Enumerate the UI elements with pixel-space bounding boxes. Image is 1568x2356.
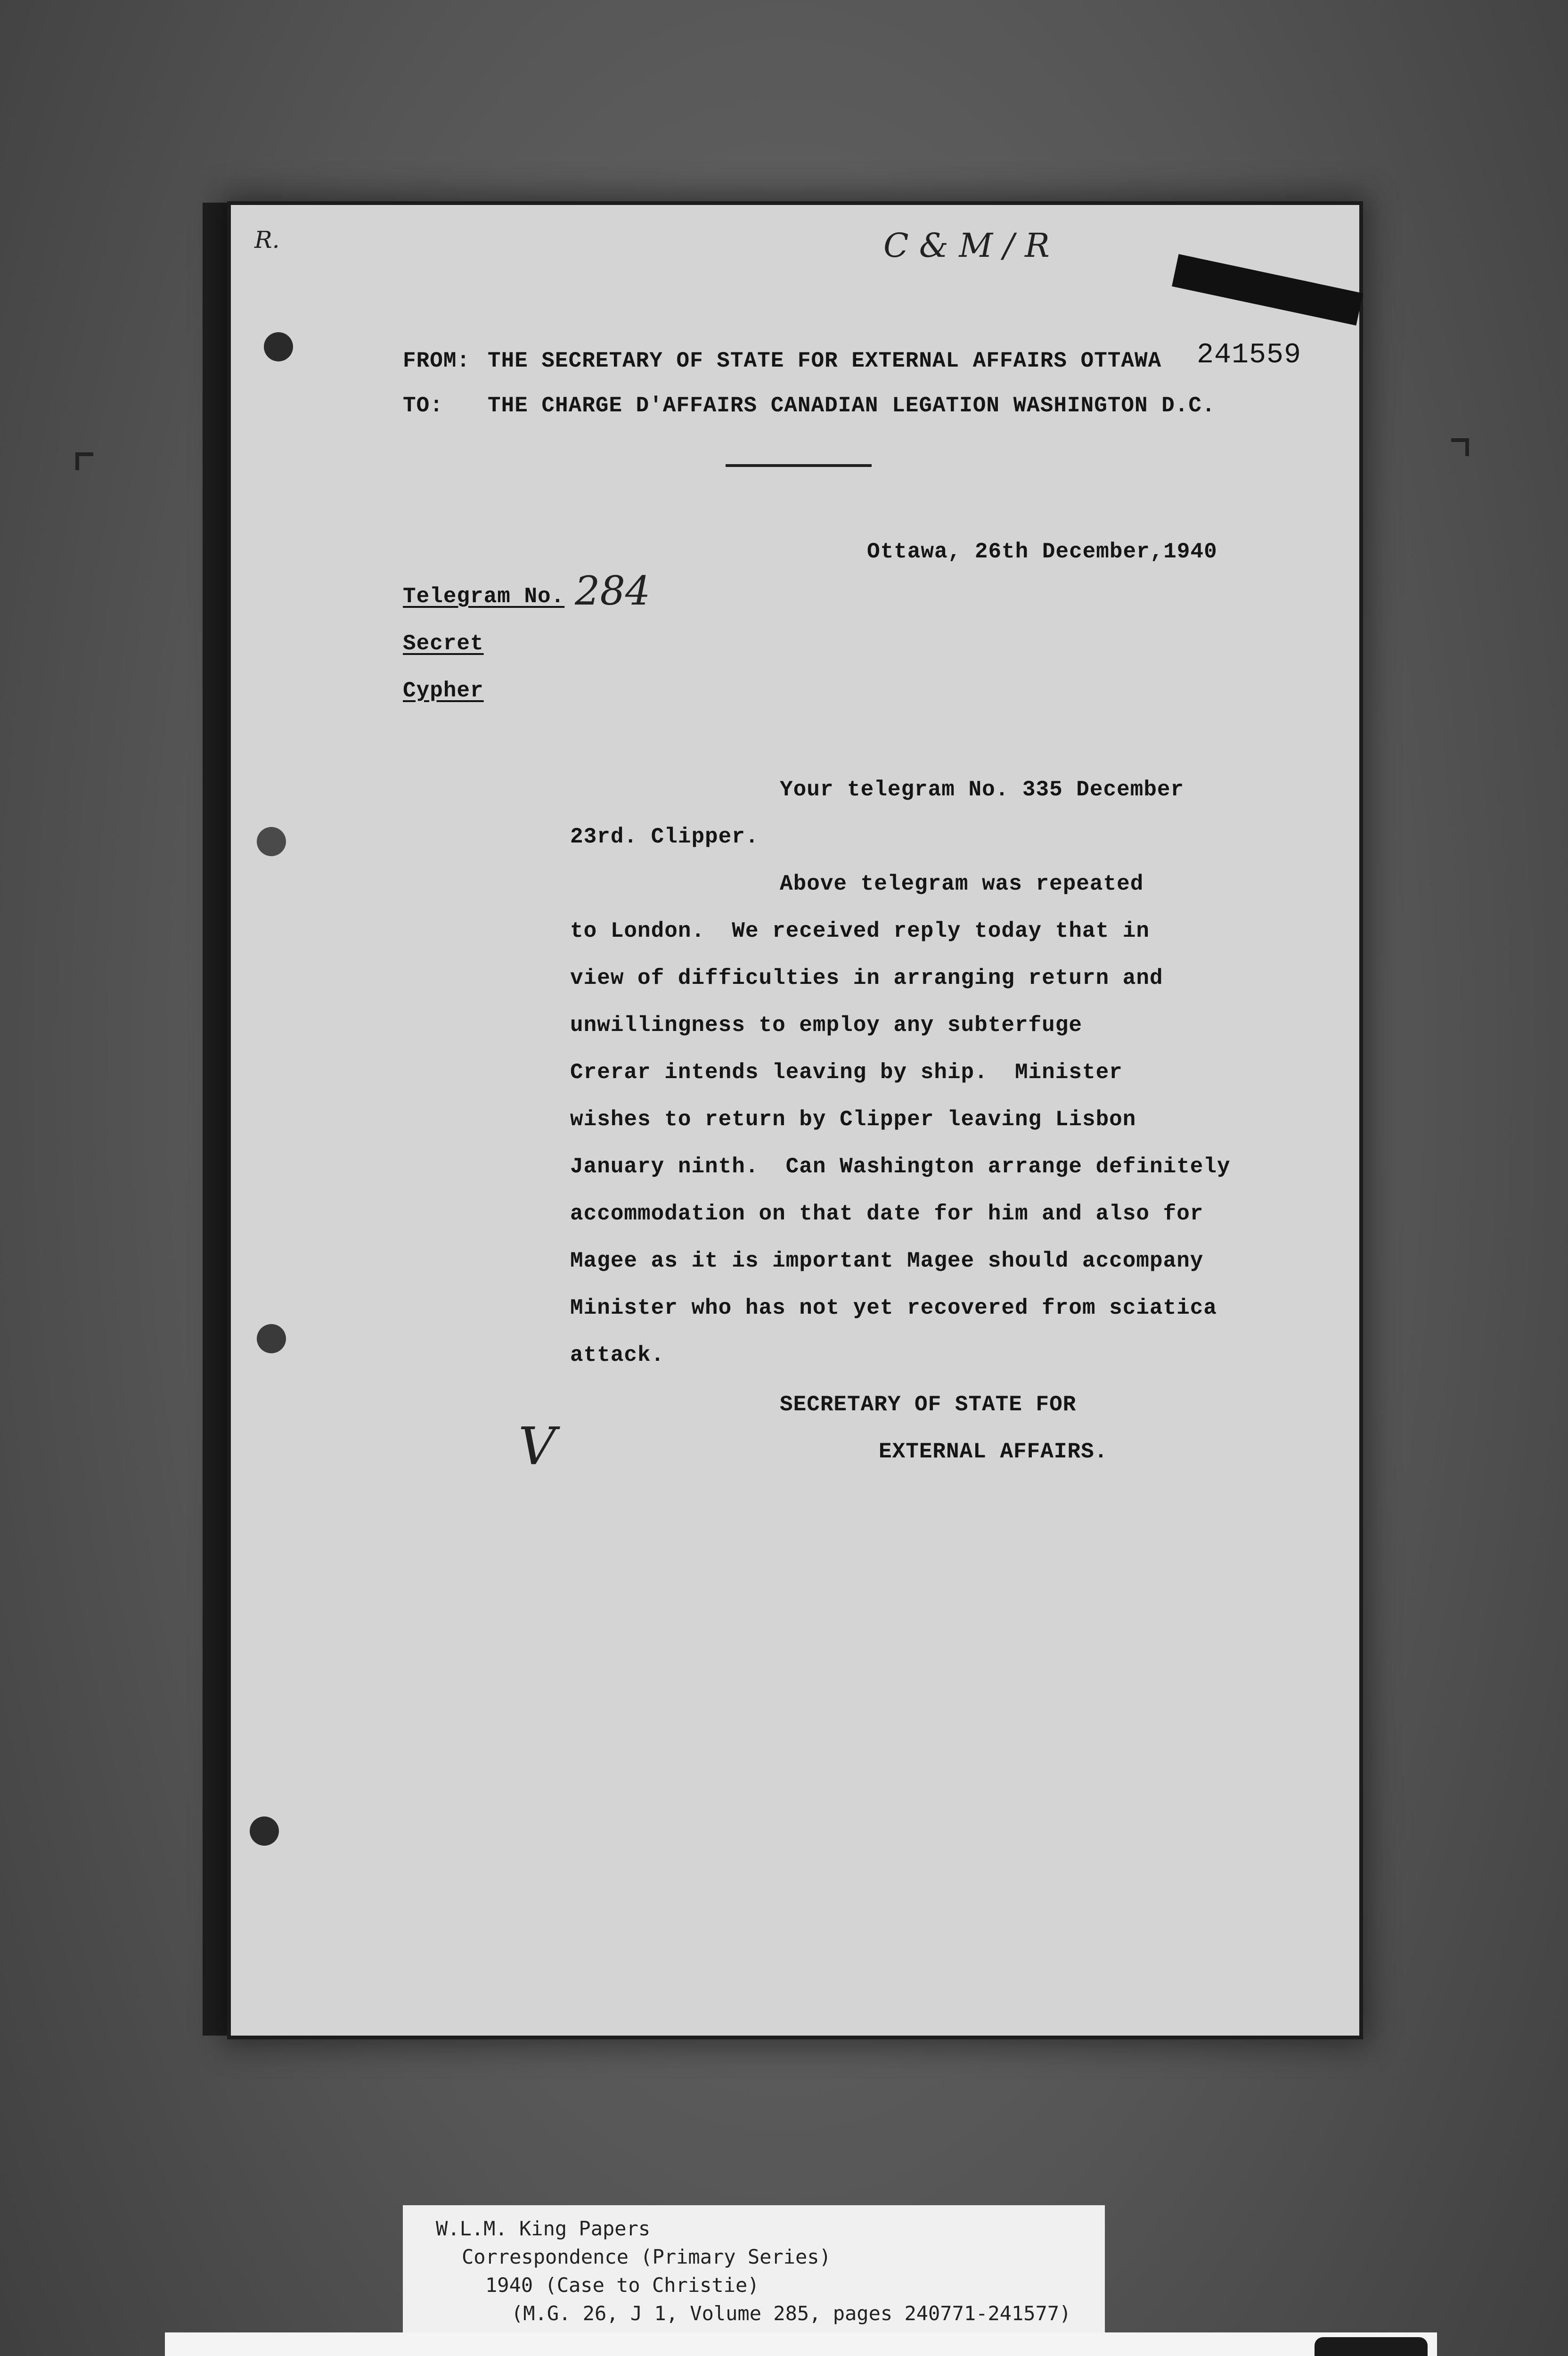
- corner-mark: [75, 452, 93, 470]
- body-line: Magee as it is important Magee should accompany: [570, 1249, 1204, 1273]
- telegram-no-label: Telegram No.: [403, 584, 565, 609]
- handwritten-initial: R.: [254, 226, 280, 254]
- punch-hole: [257, 827, 286, 856]
- signature-line: EXTERNAL AFFAIRS.: [879, 1440, 1108, 1464]
- body-line: unwillingness to employ any subterfuge: [570, 1013, 1082, 1038]
- telegram-sheet: [231, 205, 1359, 2036]
- body-line: Above telegram was repeated: [780, 872, 1144, 896]
- body-line: Your telegram No. 335 December: [780, 777, 1184, 802]
- body-line: to London. We received reply today that in: [570, 919, 1150, 943]
- transmission-method: Cypher: [403, 679, 484, 703]
- body-line: 23rd. Clipper.: [570, 825, 759, 849]
- body-line: accommodation on that date for him and also for: [570, 1202, 1204, 1226]
- body-line: attack.: [570, 1343, 665, 1367]
- body-line: January ninth. Can Washington arrange definitely: [570, 1154, 1231, 1179]
- archives-banner: [165, 2332, 1437, 2356]
- redaction-bar: [1172, 254, 1363, 326]
- body-line: view of difficulties in arranging return and: [570, 966, 1163, 990]
- date-line: Ottawa, 26th December,1940: [867, 540, 1217, 564]
- citation-line: W.L.M. King Papers: [436, 2217, 651, 2240]
- handwritten-file-code: C & M / R: [883, 226, 1050, 265]
- archives-logo-icon: [1315, 2337, 1428, 2356]
- classification: Secret: [403, 631, 484, 656]
- body-line: wishes to return by Clipper leaving Lisbon: [570, 1107, 1136, 1132]
- citation-line: 1940 (Case to Christie): [485, 2274, 760, 2297]
- body-line: Crerar intends leaving by ship. Minister: [570, 1060, 1123, 1085]
- telegram-no-value: 284: [575, 568, 651, 614]
- from-value: THE SECRETARY OF STATE FOR EXTERNAL AFFAIRS OTTAWA: [488, 349, 1162, 373]
- signature-line: SECRETARY OF STATE FOR: [780, 1392, 1077, 1417]
- to-label: TO:: [403, 393, 443, 418]
- corner-mark: [1451, 438, 1469, 456]
- punch-hole: [250, 1816, 279, 1846]
- from-label: FROM:: [403, 349, 471, 373]
- header-divider: [726, 464, 872, 467]
- body-line: Minister who has not yet recovered from sciatica: [570, 1296, 1217, 1320]
- to-value: THE CHARGE D'AFFAIRS CANADIAN LEGATION WASHINGTON D.C.: [488, 393, 1216, 418]
- citation-line: (M.G. 26, J 1, Volume 285, pages 240771-241577): [511, 2302, 1071, 2325]
- citation-line: Correspondence (Primary Series): [462, 2245, 831, 2268]
- punch-hole: [264, 332, 293, 361]
- citation-card: [403, 2205, 1105, 2347]
- document-number: 241559: [1197, 339, 1302, 371]
- punch-hole: [257, 1324, 286, 1353]
- handwritten-check: V: [518, 1416, 556, 1476]
